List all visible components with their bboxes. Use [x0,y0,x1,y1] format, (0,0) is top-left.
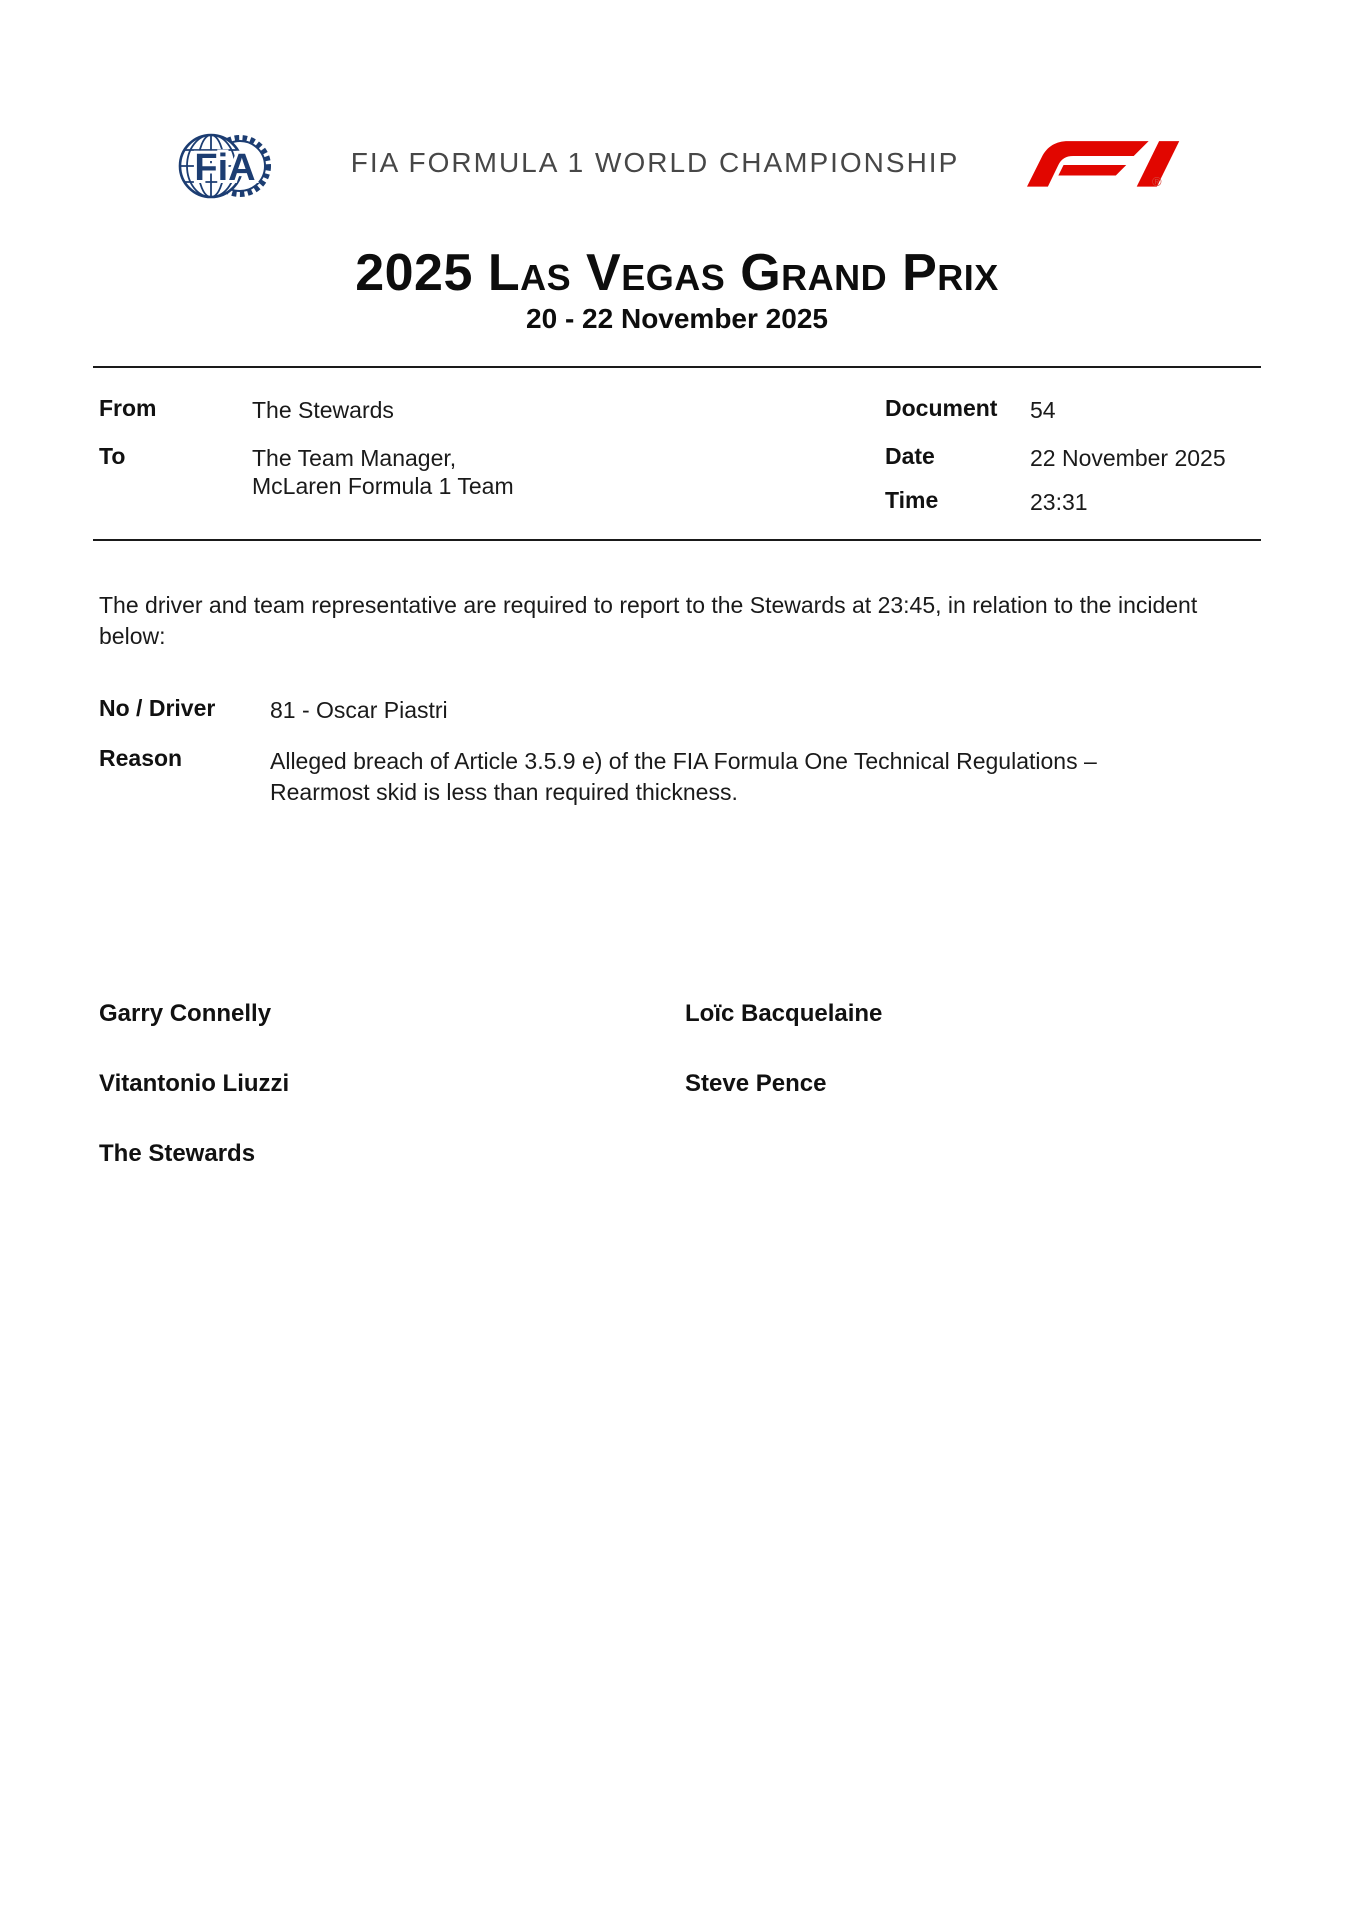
to-value-line1: The Team Manager, [252,445,457,471]
from-label: From [99,395,157,421]
registered-mark-icon: ® [1152,174,1162,189]
from-value: The Stewards [252,397,394,423]
top-divider [93,366,1261,368]
event-title: 2025 Las Vegas Grand Prix [355,244,999,302]
fia-logo [177,123,273,209]
reason-label: Reason [99,745,183,771]
document-value: 54 [1030,397,1056,423]
time-value: 23:31 [1030,489,1088,515]
signature-loic-bacquelaine: Loïc Bacquelaine [685,1000,883,1027]
to-value-line2: McLaren Formula 1 Team [252,473,514,499]
no-driver-label: No / Driver [99,695,216,721]
championship-title: FIA FORMULA 1 WORLD CHAMPIONSHIP [350,147,960,178]
document-label: Document [885,395,998,421]
no-driver-value: 81 - Oscar Piastri [270,697,448,723]
date-label: Date [885,443,935,469]
summons-text: The driver and team representative are required to report to the Stewards at 23:45, in relation to the incident below: [99,592,1198,649]
reason-value: Alleged breach of Article 3.5.9 e) of the FIA Formula One Technical Regulations – Rearmost skid is less than required thickness. [270,748,1097,805]
to-label: To [99,443,126,469]
signature-vitantonio-liuzzi: Vitantonio Liuzzi [99,1070,290,1097]
bottom-divider [93,539,1261,541]
date-value: 22 November 2025 [1030,445,1226,471]
event-dates: 20 - 22 November 2025 [526,303,828,334]
to-value [252,444,514,500]
stewards-footer: The Stewards [99,1140,256,1167]
signature-steve-pence: Steve Pence [685,1070,827,1097]
fia-logo-text: FiA [194,147,256,189]
time-label: Time [885,487,939,513]
signature-garry-connelly: Garry Connelly [99,1000,272,1027]
